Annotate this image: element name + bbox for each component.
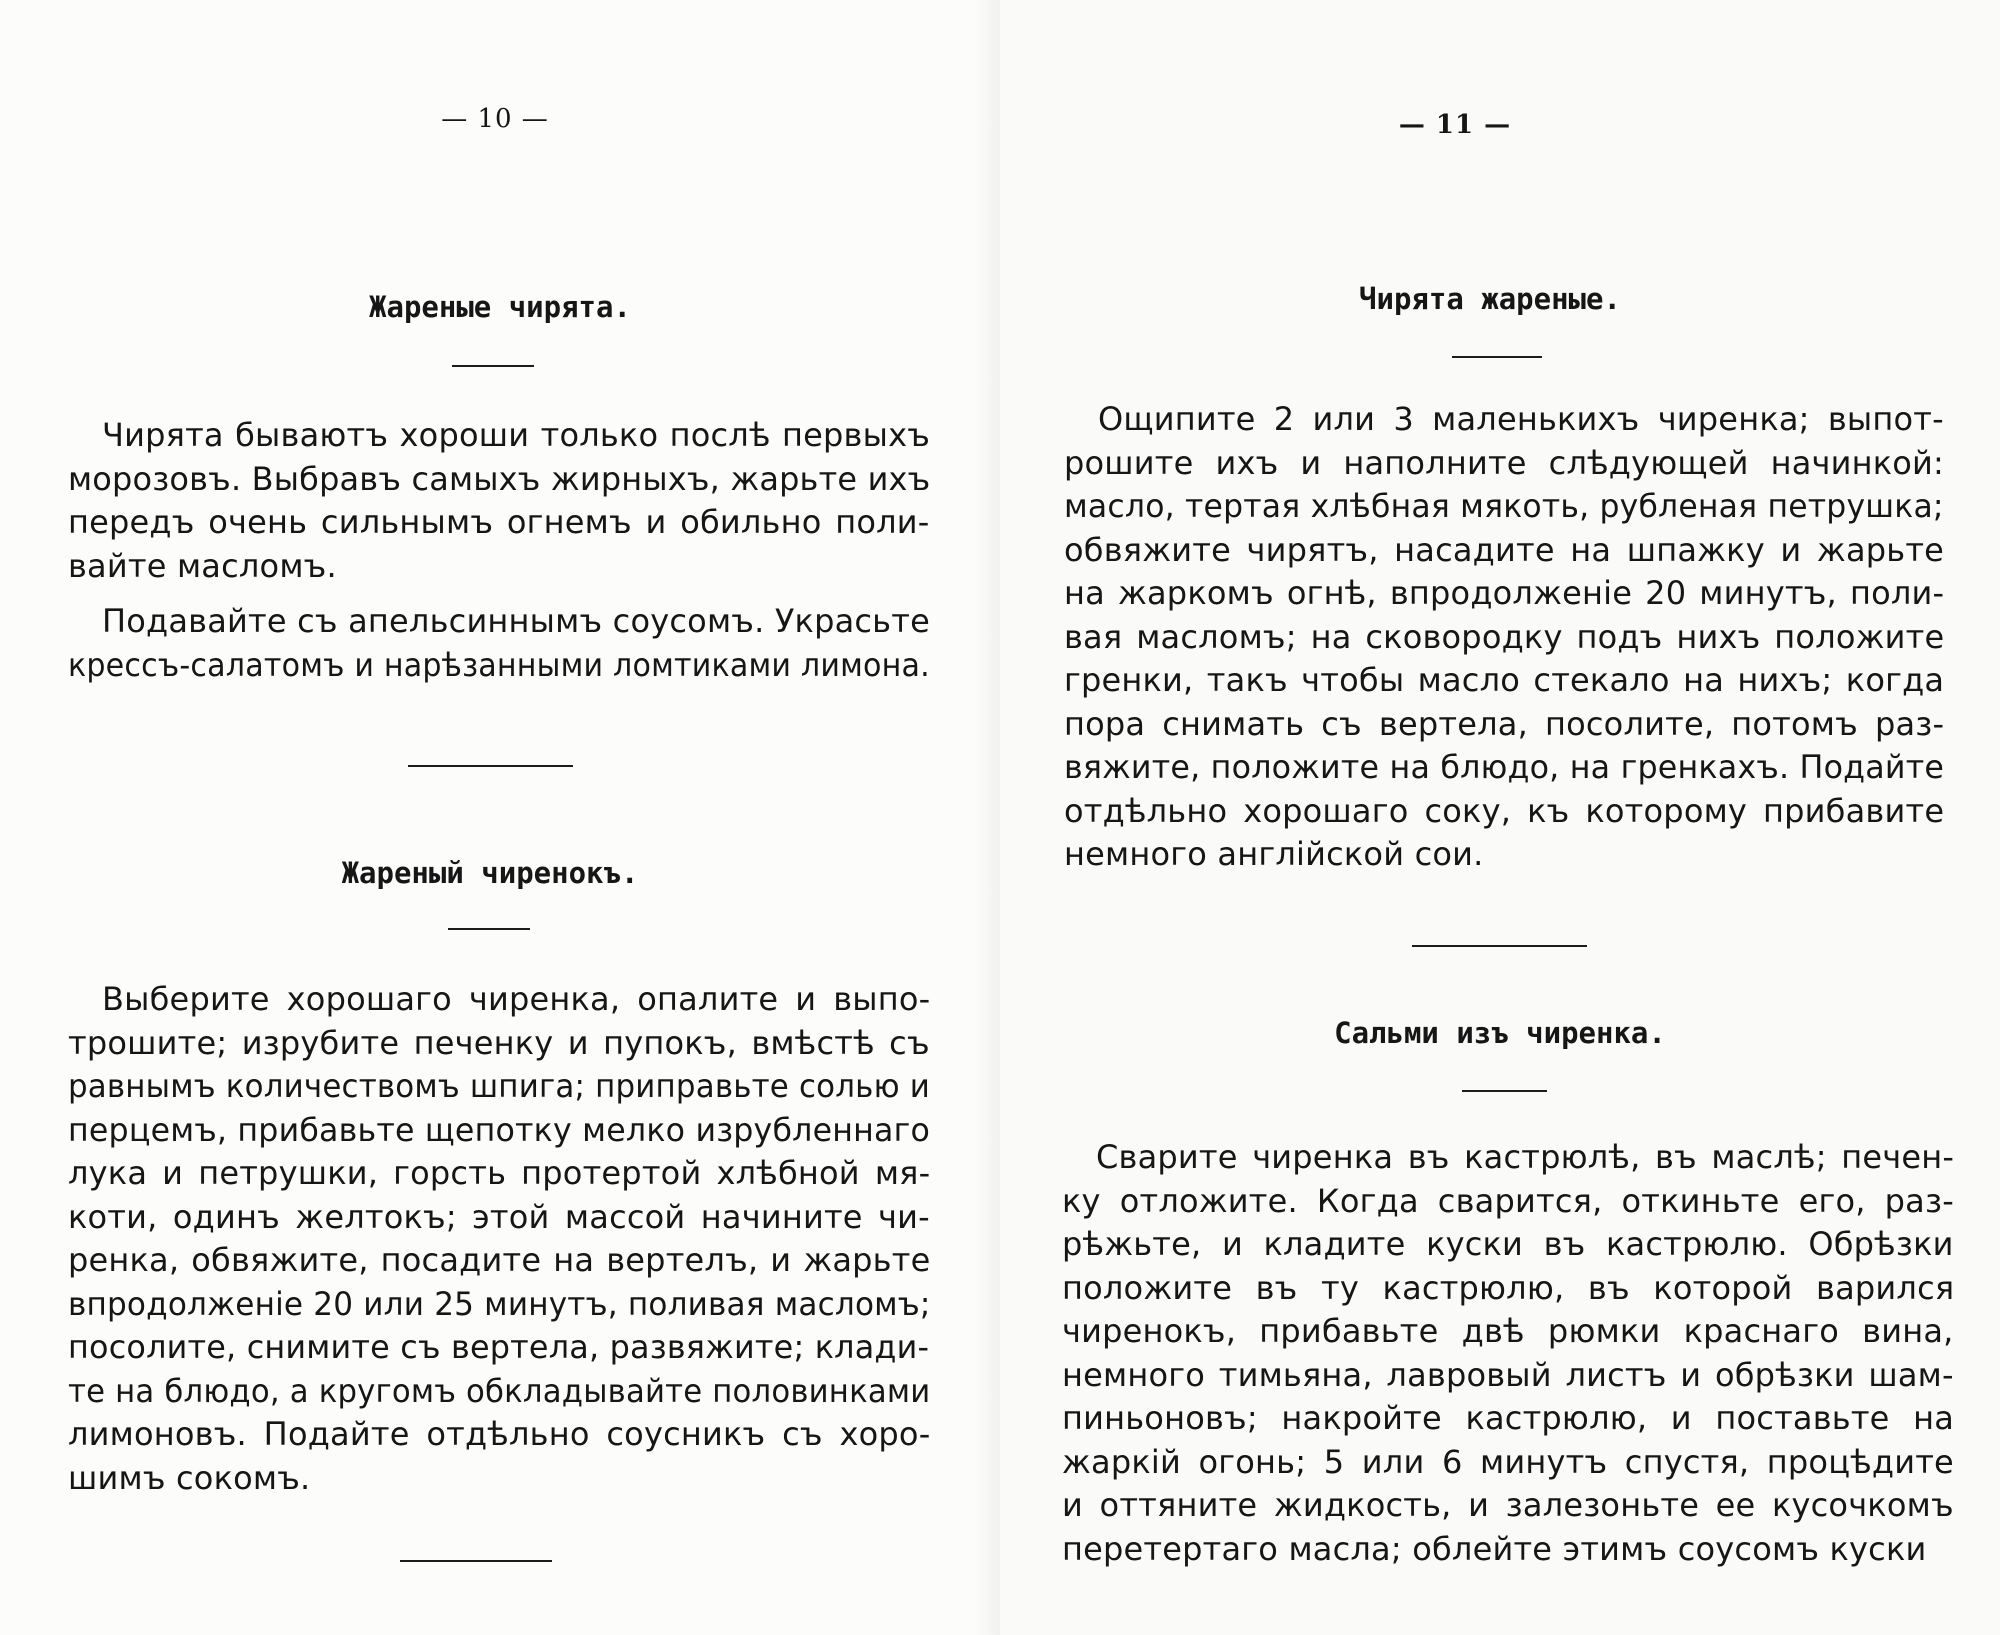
recipe-title: Жареные чирята.	[369, 290, 631, 324]
text-line: гренки, такъ чтобы масло стекало на нихъ; когда	[1064, 661, 1945, 699]
text-line: лука и петрушки, горсть протертой хлѣбной мя-	[68, 1154, 931, 1192]
page-number: — 11 —	[1398, 110, 1512, 140]
recipe-paragraph	[1062, 1136, 1954, 1571]
title-rule	[448, 928, 530, 930]
text-line: рѣжьте, и кладите куски въ кастрюлю. Обрѣзки	[1062, 1225, 1954, 1263]
text-line: посолите, снимите съ вертела, развяжите; клади-	[68, 1328, 930, 1366]
text-line: обвяжите чирятъ, насадите на шпажку и жарьте	[1064, 530, 1945, 569]
text-line: морозовъ. Выбравъ самыхъ жирныхъ, жарьте ихъ	[68, 459, 931, 498]
text-line: немного англійской сои.	[1064, 835, 1484, 873]
text-line: коти, одинъ желтокъ; этой массой начините чи-	[68, 1197, 930, 1236]
text-line: Чирята бываютъ хороши только послѣ первыхъ	[102, 416, 931, 454]
title-rule	[1462, 1090, 1547, 1092]
text-line: немного тимьяна, лавровый листъ и обрѣзки шам-	[1062, 1355, 1954, 1394]
recipe-paragraph	[68, 978, 930, 1500]
text-line: положите въ ту кастрюлю, въ которой варился	[1062, 1268, 1955, 1307]
text-line: ку отложите. Когда сварится, откиньте его, раз-	[1062, 1181, 1954, 1220]
text-line: вайте масломъ.	[68, 546, 337, 585]
recipe-title: Чирята жареные.	[1359, 282, 1621, 316]
text-line: лимоновъ. Подайте отдѣльно соусникъ съ хоро-	[68, 1415, 931, 1453]
text-line: вая масломъ; на сковородку подъ нихъ положите	[1064, 617, 1945, 656]
section-divider	[408, 765, 573, 767]
text-line: перцемъ, прибавьте щепотку мелко изрубленнаго	[68, 1110, 931, 1149]
text-line: рошите ихъ и наполните слѣдующей начинкой:	[1064, 443, 1945, 482]
text-line: и оттяните жидкость, и залезоньте ее кусочкомъ	[1062, 1486, 1954, 1524]
text-line: на жаркомъ огнѣ, впродолженіе 20 минутъ, поли-	[1064, 574, 1945, 612]
text-line: впродолженіе 20 или 25 минутъ, поливая масломъ;	[68, 1284, 931, 1323]
recipe-paragraph	[68, 414, 930, 588]
text-line: отдѣльно хорошаго соку, къ которому прибавите	[1064, 791, 1945, 830]
recipe-title: Жареный чиренокъ.	[341, 856, 639, 890]
text-line: передъ очень сильнымъ огнемъ и обильно поли-	[68, 503, 930, 541]
text-line: пора снимать съ вертела, посолите, потомъ раз-	[1064, 704, 1945, 743]
text-line: перетертаго масла; облейте этимъ соусомъ куски	[1062, 1529, 1927, 1568]
title-rule	[452, 365, 534, 367]
section-divider	[1412, 945, 1587, 947]
text-line: Ощипите 2 или 3 маленькихъ чиренка; выпот-	[1098, 400, 1944, 438]
text-line: равнымъ количествомъ шпига; приправьте солью и	[68, 1067, 931, 1105]
text-line: пиньоновъ; накройте кастрюлю, и поставьте на	[1062, 1399, 1955, 1437]
section-divider	[400, 1560, 552, 1562]
text-line: вяжите, положите на блюдо, на гренкахъ. Подайте	[1064, 748, 1945, 786]
text-line: крессъ-салатомъ и нарѣзанными ломтиками лимона.	[68, 645, 930, 684]
right-page	[1000, 0, 2000, 1635]
text-line: те на блюдо, а кругомъ обкладывайте половинками	[68, 1371, 931, 1410]
text-line: Сварите чиренка въ кастрюлѣ, въ маслѣ; печен-	[1096, 1138, 1955, 1176]
text-line: Подавайте съ апельсиннымъ соусомъ. Украсьте	[102, 602, 930, 640]
text-line: чиренокъ, прибавьте двѣ рюмки краснаго вина,	[1062, 1312, 1954, 1350]
text-line: Выберите хорошаго чиренка, опалите и выпо-	[102, 980, 931, 1018]
page-number: — 10 —	[441, 104, 549, 134]
text-line: жаркій огонь; 5 или 6 минутъ спустя, процѣдите	[1062, 1442, 1954, 1481]
recipe-paragraph	[1064, 398, 1944, 877]
recipe-title: Сальми изъ чиренка.	[1334, 1016, 1666, 1050]
text-line: ренка, обвяжите, посадите на вертелъ, и жарьте	[68, 1241, 931, 1279]
recipe-paragraph	[68, 600, 930, 687]
text-line: трошите; изрубите печенку и пупокъ, вмѣстѣ съ	[68, 1023, 930, 1062]
title-rule	[1452, 356, 1542, 358]
text-line: масло, тертая хлѣбная мякоть, рубленая петрушка;	[1064, 487, 1944, 525]
text-line: шимъ сокомъ.	[68, 1458, 311, 1497]
